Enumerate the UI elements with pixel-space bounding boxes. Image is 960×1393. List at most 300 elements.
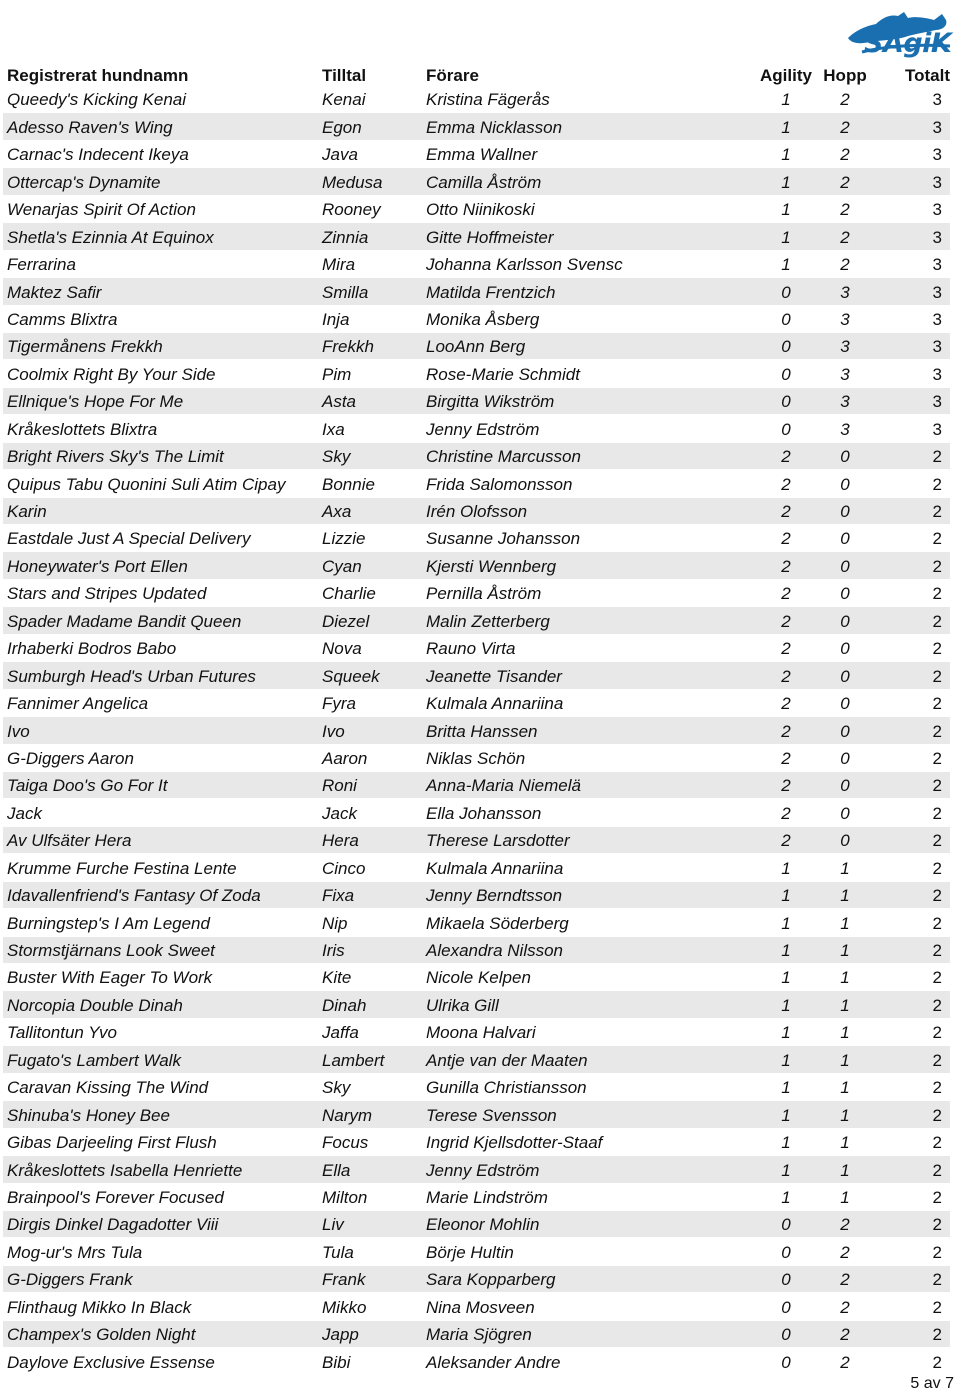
cell-handler: Ulrika Gill: [422, 991, 757, 1018]
cell-call-name: Frank: [318, 1265, 422, 1292]
cell-call-name: Java: [318, 140, 422, 167]
header-call-name: Tilltal: [322, 66, 367, 85]
table-row: [3, 1293, 950, 1320]
cell-handler: Camilla Åström: [422, 168, 757, 195]
cell-jump: 0: [815, 799, 875, 826]
cell-call-name: Smilla: [318, 278, 422, 305]
cell-handler: Otto Niinikoski: [422, 195, 757, 222]
cell-name: Shinuba's Honey Bee: [3, 1101, 318, 1128]
cell-jump: 0: [815, 717, 875, 744]
cell-name: G-Diggers Frank: [3, 1265, 318, 1292]
cell-name: Sumburgh Head's Urban Futures: [3, 662, 318, 689]
cell-name: Kråkeslottets Blixtra: [3, 415, 318, 442]
cell-name: Ivo: [3, 717, 318, 744]
cell-agility: 1: [757, 909, 815, 936]
cell-call-name: Nip: [318, 909, 422, 936]
header-jump: Hopp: [823, 66, 867, 85]
cell-total: 2: [875, 442, 950, 469]
cell-call-name: Ivo: [318, 717, 422, 744]
cell-jump: 0: [815, 662, 875, 689]
cell-agility: 1: [757, 1101, 815, 1128]
cell-total: 2: [875, 991, 950, 1018]
cell-handler: Niklas Schön: [422, 744, 757, 771]
table-row: [3, 634, 950, 661]
cell-name: Jack: [3, 799, 318, 826]
cell-jump: 0: [815, 552, 875, 579]
cell-jump: 2: [815, 250, 875, 277]
cell-agility: 1: [757, 1073, 815, 1100]
cell-jump: 3: [815, 332, 875, 359]
cell-handler: Kristina Fägerås: [422, 86, 757, 113]
cell-name: Carnac's Indecent Ikeya: [3, 140, 318, 167]
cell-name: G-Diggers Aaron: [3, 744, 318, 771]
cell-name: Fugato's Lambert Walk: [3, 1046, 318, 1073]
cell-name: Gibas Darjeeling First Flush: [3, 1128, 318, 1155]
cell-jump: 0: [815, 607, 875, 634]
cell-name: Irhaberki Bodros Babo: [3, 634, 318, 661]
cell-handler: Jenny Edström: [422, 1156, 757, 1183]
cell-total: 3: [875, 140, 950, 167]
cell-agility: 0: [757, 415, 815, 442]
table-row: [3, 744, 950, 771]
table-row: [3, 1156, 950, 1183]
cell-jump: 0: [815, 634, 875, 661]
cell-total: 2: [875, 634, 950, 661]
cell-name: Honeywater's Port Ellen: [3, 552, 318, 579]
cell-handler: Antje van der Maaten: [422, 1046, 757, 1073]
cell-call-name: Bibi: [318, 1348, 422, 1375]
cell-handler: Pernilla Åström: [422, 579, 757, 606]
cell-total: 2: [875, 1183, 950, 1210]
cell-name: Caravan Kissing The Wind: [3, 1073, 318, 1100]
cell-jump: 0: [815, 525, 875, 552]
table-row: [3, 525, 950, 552]
cell-total: 3: [875, 195, 950, 222]
cell-name: Camms Blixtra: [3, 305, 318, 332]
cell-handler: Anna-Maria Niemelä: [422, 771, 757, 798]
cell-jump: 2: [815, 113, 875, 140]
cell-total: 3: [875, 86, 950, 113]
cell-total: 3: [875, 387, 950, 414]
cell-agility: 2: [757, 799, 815, 826]
cell-agility: 2: [757, 442, 815, 469]
cell-agility: 2: [757, 552, 815, 579]
cell-jump: 0: [815, 771, 875, 798]
cell-name: Dirgis Dinkel Dagadotter Viii: [3, 1210, 318, 1237]
cell-name: Fannimer Angelica: [3, 689, 318, 716]
table-row: [3, 195, 950, 222]
cell-name: Ferrarina: [3, 250, 318, 277]
cell-handler: Nicole Kelpen: [422, 964, 757, 991]
table-row: [3, 442, 950, 469]
cell-jump: 0: [815, 470, 875, 497]
table-row: [3, 799, 950, 826]
cell-agility: 2: [757, 497, 815, 524]
table-row: [3, 86, 950, 113]
cell-call-name: Jaffa: [318, 1018, 422, 1045]
cell-call-name: Inja: [318, 305, 422, 332]
cell-handler: Christine Marcusson: [422, 442, 757, 469]
cell-total: 2: [875, 470, 950, 497]
cell-call-name: Milton: [318, 1183, 422, 1210]
cell-handler: Rauno Virta: [422, 634, 757, 661]
table-row: [3, 470, 950, 497]
cell-call-name: Kenai: [318, 86, 422, 113]
cell-name: Queedy's Kicking Kenai: [3, 86, 318, 113]
cell-handler: Matilda Frentzich: [422, 278, 757, 305]
cell-name: Eastdale Just A Special Delivery: [3, 525, 318, 552]
cell-call-name: Aaron: [318, 744, 422, 771]
cell-total: 3: [875, 113, 950, 140]
cell-handler: Jeanette Tisander: [422, 662, 757, 689]
cell-call-name: Roni: [318, 771, 422, 798]
table-row: [3, 278, 950, 305]
cell-agility: 0: [757, 305, 815, 332]
cell-call-name: Iris: [318, 936, 422, 963]
cell-agility: 1: [757, 223, 815, 250]
cell-jump: 1: [815, 1018, 875, 1045]
cell-name: Spader Madame Bandit Queen: [3, 607, 318, 634]
cell-total: 2: [875, 1210, 950, 1237]
table-row: [3, 1018, 950, 1045]
cell-handler: Johanna Karlsson Svensc: [422, 250, 757, 277]
cell-agility: 1: [757, 1128, 815, 1155]
cell-handler: Kulmala Annariina: [422, 689, 757, 716]
cell-call-name: Ella: [318, 1156, 422, 1183]
cell-agility: 1: [757, 1156, 815, 1183]
table-row: [3, 140, 950, 167]
table-row: [3, 497, 950, 524]
cell-name: Daylove Exclusive Essense: [3, 1348, 318, 1375]
cell-call-name: Rooney: [318, 195, 422, 222]
cell-name: Tallitontun Yvo: [3, 1018, 318, 1045]
cell-jump: 1: [815, 936, 875, 963]
cell-agility: 1: [757, 168, 815, 195]
cell-total: 2: [875, 662, 950, 689]
cell-total: 2: [875, 1018, 950, 1045]
cell-name: Wenarjas Spirit Of Action: [3, 195, 318, 222]
cell-call-name: Zinnia: [318, 223, 422, 250]
cell-call-name: Cinco: [318, 854, 422, 881]
cell-jump: 0: [815, 744, 875, 771]
table-row: [3, 717, 950, 744]
cell-agility: 2: [757, 579, 815, 606]
cell-jump: 1: [815, 1046, 875, 1073]
cell-total: 2: [875, 1128, 950, 1155]
cell-name: Taiga Doo's Go For It: [3, 771, 318, 798]
cell-name: Maktez Safir: [3, 278, 318, 305]
cell-total: 3: [875, 332, 950, 359]
cell-handler: Nina Mosveen: [422, 1293, 757, 1320]
cell-name: Brainpool's Forever Focused: [3, 1183, 318, 1210]
table-row: [3, 1046, 950, 1073]
cell-jump: 2: [815, 1348, 875, 1375]
table-row: [3, 1101, 950, 1128]
cell-name: Shetla's Ezinnia At Equinox: [3, 223, 318, 250]
cell-total: 2: [875, 1320, 950, 1347]
cell-total: 2: [875, 1348, 950, 1375]
cell-name: Stars and Stripes Updated: [3, 579, 318, 606]
cell-handler: Rose-Marie Schmidt: [422, 360, 757, 387]
cell-call-name: Dinah: [318, 991, 422, 1018]
cell-total: 3: [875, 415, 950, 442]
cell-agility: 2: [757, 525, 815, 552]
cell-agility: 2: [757, 607, 815, 634]
cell-jump: 3: [815, 415, 875, 442]
cell-total: 2: [875, 717, 950, 744]
cell-agility: 1: [757, 250, 815, 277]
cell-total: 2: [875, 607, 950, 634]
cell-jump: 1: [815, 881, 875, 908]
table-row: [3, 826, 950, 853]
cell-agility: 0: [757, 1293, 815, 1320]
cell-handler: Alexandra Nilsson: [422, 936, 757, 963]
table-row: [3, 250, 950, 277]
cell-jump: 1: [815, 1073, 875, 1100]
cell-name: Quipus Tabu Quonini Suli Atim Cipay: [3, 470, 318, 497]
cell-agility: 1: [757, 195, 815, 222]
cell-agility: 0: [757, 1238, 815, 1265]
cell-call-name: Cyan: [318, 552, 422, 579]
cell-call-name: Tula: [318, 1238, 422, 1265]
cell-handler: Ingrid Kjellsdotter-Staaf: [422, 1128, 757, 1155]
cell-call-name: Mira: [318, 250, 422, 277]
table-row: [3, 415, 950, 442]
cell-handler: Malin Zetterberg: [422, 607, 757, 634]
cell-agility: 2: [757, 634, 815, 661]
cell-name: Kråkeslottets Isabella Henriette: [3, 1156, 318, 1183]
cell-call-name: Sky: [318, 1073, 422, 1100]
cell-agility: 1: [757, 1046, 815, 1073]
cell-jump: 2: [815, 140, 875, 167]
cell-agility: 1: [757, 991, 815, 1018]
cell-jump: 1: [815, 991, 875, 1018]
cell-total: 2: [875, 525, 950, 552]
cell-call-name: Fyra: [318, 689, 422, 716]
cell-total: 2: [875, 1238, 950, 1265]
cell-jump: 1: [815, 1183, 875, 1210]
cell-agility: 0: [757, 387, 815, 414]
cell-handler: Monika Åsberg: [422, 305, 757, 332]
cell-total: 2: [875, 744, 950, 771]
cell-handler: Terese Svensson: [422, 1101, 757, 1128]
sagik-logo: [842, 8, 954, 60]
cell-handler: Britta Hanssen: [422, 717, 757, 744]
cell-jump: 0: [815, 497, 875, 524]
cell-agility: 2: [757, 662, 815, 689]
cell-call-name: Lambert: [318, 1046, 422, 1073]
cell-call-name: Nova: [318, 634, 422, 661]
cell-agility: 1: [757, 854, 815, 881]
cell-agility: 0: [757, 332, 815, 359]
table-row: [3, 1238, 950, 1265]
cell-agility: 2: [757, 470, 815, 497]
cell-name: Champex's Golden Night: [3, 1320, 318, 1347]
cell-agility: 2: [757, 689, 815, 716]
cell-total: 2: [875, 936, 950, 963]
cell-handler: Kjersti Wennberg: [422, 552, 757, 579]
table-row: [3, 387, 950, 414]
cell-handler: Marie Lindström: [422, 1183, 757, 1210]
table-row: [3, 332, 950, 359]
cell-handler: Susanne Johansson: [422, 525, 757, 552]
table-row: [3, 1210, 950, 1237]
cell-agility: 2: [757, 744, 815, 771]
cell-call-name: Sky: [318, 442, 422, 469]
table-body: [3, 86, 950, 1375]
logo-text: SAgiK: [864, 28, 952, 59]
table-row: [3, 881, 950, 908]
cell-call-name: Bonnie: [318, 470, 422, 497]
cell-jump: 0: [815, 579, 875, 606]
cell-jump: 2: [815, 1320, 875, 1347]
table-row: [3, 1320, 950, 1347]
cell-name: Idavallenfriend's Fantasy Of Zoda: [3, 881, 318, 908]
cell-jump: 3: [815, 360, 875, 387]
cell-jump: 3: [815, 278, 875, 305]
table-row: [3, 607, 950, 634]
cell-total: 2: [875, 1265, 950, 1292]
cell-total: 3: [875, 250, 950, 277]
cell-call-name: Egon: [318, 113, 422, 140]
cell-handler: Kulmala Annariina: [422, 854, 757, 881]
cell-agility: 1: [757, 1183, 815, 1210]
cell-jump: 1: [815, 854, 875, 881]
cell-name: Stormstjärnans Look Sweet: [3, 936, 318, 963]
cell-call-name: Charlie: [318, 579, 422, 606]
cell-total: 2: [875, 909, 950, 936]
cell-call-name: Hera: [318, 826, 422, 853]
cell-agility: 1: [757, 964, 815, 991]
table-row: [3, 991, 950, 1018]
table-row: [3, 552, 950, 579]
cell-total: 2: [875, 497, 950, 524]
table-row: [3, 579, 950, 606]
cell-handler: LooAnn Berg: [422, 332, 757, 359]
cell-agility: 2: [757, 717, 815, 744]
cell-agility: 0: [757, 360, 815, 387]
cell-call-name: Ixa: [318, 415, 422, 442]
cell-jump: 1: [815, 1156, 875, 1183]
cell-handler: Jenny Berndtsson: [422, 881, 757, 908]
table-row: [3, 113, 950, 140]
header-total: Totalt: [904, 66, 950, 85]
cell-jump: 2: [815, 195, 875, 222]
cell-agility: 0: [757, 1265, 815, 1292]
cell-agility: 2: [757, 771, 815, 798]
table-row: [3, 168, 950, 195]
cell-name: Karin: [3, 497, 318, 524]
cell-total: 2: [875, 799, 950, 826]
cell-call-name: Lizzie: [318, 525, 422, 552]
cell-call-name: Mikko: [318, 1293, 422, 1320]
cell-total: 2: [875, 579, 950, 606]
cell-total: 3: [875, 305, 950, 332]
cell-call-name: Narym: [318, 1101, 422, 1128]
cell-jump: 2: [815, 223, 875, 250]
cell-handler: Börje Hultin: [422, 1238, 757, 1265]
table-row: [3, 771, 950, 798]
cell-handler: Emma Wallner: [422, 140, 757, 167]
cell-call-name: Squeek: [318, 662, 422, 689]
cell-call-name: Liv: [318, 1210, 422, 1237]
cell-call-name: Pim: [318, 360, 422, 387]
cell-total: 3: [875, 278, 950, 305]
cell-jump: 1: [815, 1101, 875, 1128]
cell-name: Krumme Furche Festina Lente: [3, 854, 318, 881]
table-row: [3, 662, 950, 689]
cell-name: Tigermånens Frekkh: [3, 332, 318, 359]
cell-agility: 1: [757, 936, 815, 963]
cell-name: Adesso Raven's Wing: [3, 113, 318, 140]
results-table: [3, 62, 950, 1376]
cell-name: Av Ulfsäter Hera: [3, 826, 318, 853]
cell-agility: 1: [757, 113, 815, 140]
table-row: [3, 1073, 950, 1100]
cell-jump: 1: [815, 909, 875, 936]
cell-call-name: Japp: [318, 1320, 422, 1347]
table-row: [3, 1128, 950, 1155]
cell-name: Bright Rivers Sky's The Limit: [3, 442, 318, 469]
cell-total: 2: [875, 552, 950, 579]
cell-jump: 0: [815, 442, 875, 469]
cell-jump: 2: [815, 1210, 875, 1237]
cell-handler: Aleksander Andre: [422, 1348, 757, 1375]
cell-total: 2: [875, 1156, 950, 1183]
cell-call-name: Medusa: [318, 168, 422, 195]
cell-name: Norcopia Double Dinah: [3, 991, 318, 1018]
cell-name: Burningstep's I Am Legend: [3, 909, 318, 936]
cell-jump: 2: [815, 1265, 875, 1292]
cell-agility: 0: [757, 1348, 815, 1375]
table-header-row: [3, 62, 950, 86]
cell-handler: Sara Kopparberg: [422, 1265, 757, 1292]
cell-handler: Maria Sjögren: [422, 1320, 757, 1347]
cell-handler: Frida Salomonsson: [422, 470, 757, 497]
cell-handler: Birgitta Wikström: [422, 387, 757, 414]
cell-total: 2: [875, 854, 950, 881]
table-row: [3, 964, 950, 991]
cell-total: 2: [875, 1073, 950, 1100]
cell-jump: 1: [815, 964, 875, 991]
table-row: [3, 305, 950, 332]
cell-name: Ellnique's Hope For Me: [3, 387, 318, 414]
cell-total: 2: [875, 771, 950, 798]
cell-handler: Gitte Hoffmeister: [422, 223, 757, 250]
cell-total: 2: [875, 826, 950, 853]
cell-jump: 2: [815, 168, 875, 195]
cell-call-name: Kite: [318, 964, 422, 991]
cell-handler: Ella Johansson: [422, 799, 757, 826]
cell-jump: 2: [815, 1293, 875, 1320]
cell-agility: 1: [757, 881, 815, 908]
cell-call-name: Asta: [318, 387, 422, 414]
cell-call-name: Axa: [318, 497, 422, 524]
cell-total: 2: [875, 1046, 950, 1073]
cell-handler: Jenny Edström: [422, 415, 757, 442]
table-row: [3, 854, 950, 881]
cell-call-name: Diezel: [318, 607, 422, 634]
cell-handler: Mikaela Söderberg: [422, 909, 757, 936]
cell-total: 2: [875, 964, 950, 991]
cell-handler: Irén Olofsson: [422, 497, 757, 524]
cell-handler: Therese Larsdotter: [422, 826, 757, 853]
cell-total: 3: [875, 223, 950, 250]
cell-total: 2: [875, 881, 950, 908]
cell-jump: 3: [815, 387, 875, 414]
header-handler: Förare: [426, 66, 479, 85]
table-row: [3, 1348, 950, 1375]
